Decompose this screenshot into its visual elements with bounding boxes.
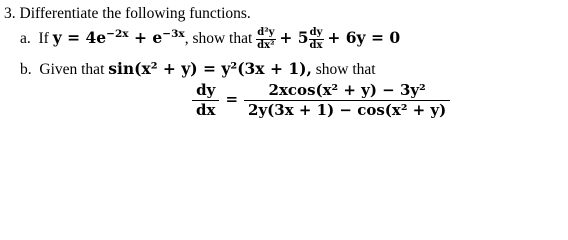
part-a-if: If: [38, 30, 49, 48]
part-b-equation: sin(x² + y) = y²(3x + 1),: [108, 59, 312, 78]
question-number: 3.: [4, 5, 16, 22]
result-rhs-denominator: 2y(3x + 1) − cos(x² + y): [244, 100, 450, 118]
part-b-label: b.: [20, 61, 32, 78]
result-equals-sign: =: [225, 90, 239, 109]
part-b-show-that: show that: [315, 61, 376, 78]
second-derivative-denominator: dx²: [257, 40, 275, 51]
result-lhs-denominator: dx: [192, 100, 219, 118]
part-a-exponent-2: −3x: [162, 28, 185, 41]
part-b: [20, 61, 376, 78]
part-a-show-that: , show that: [184, 30, 253, 48]
derivative-result: [186, 83, 456, 118]
part-a-plus-e: + e: [128, 28, 163, 48]
second-derivative-fraction: [256, 28, 275, 51]
question-heading: [4, 6, 251, 22]
part-a-equation: y = 4e: [52, 28, 107, 48]
first-derivative-denominator: dx: [309, 40, 323, 51]
result-lhs-fraction: [192, 83, 219, 118]
result-lhs-numerator: dy: [196, 81, 216, 99]
part-a-plus-5: + 5: [279, 28, 309, 48]
part-a-tail: + 6y = 0: [327, 28, 401, 48]
result-rhs-fraction: [244, 83, 450, 118]
first-derivative-numerator: dy: [309, 27, 323, 38]
part-a-exponent-1: −2x: [106, 28, 129, 41]
part-b-given: Given that: [39, 61, 105, 78]
part-a-label: a.: [20, 30, 31, 48]
part-a-function: [53, 28, 185, 47]
part-a: [20, 28, 400, 51]
second-derivative-numerator: d²y: [257, 27, 275, 38]
result-rhs-numerator: 2xcos(x² + y) − 3y²: [268, 81, 426, 99]
first-derivative-fraction: [309, 28, 324, 51]
question-title: Differentiate the following functions.: [19, 5, 251, 22]
